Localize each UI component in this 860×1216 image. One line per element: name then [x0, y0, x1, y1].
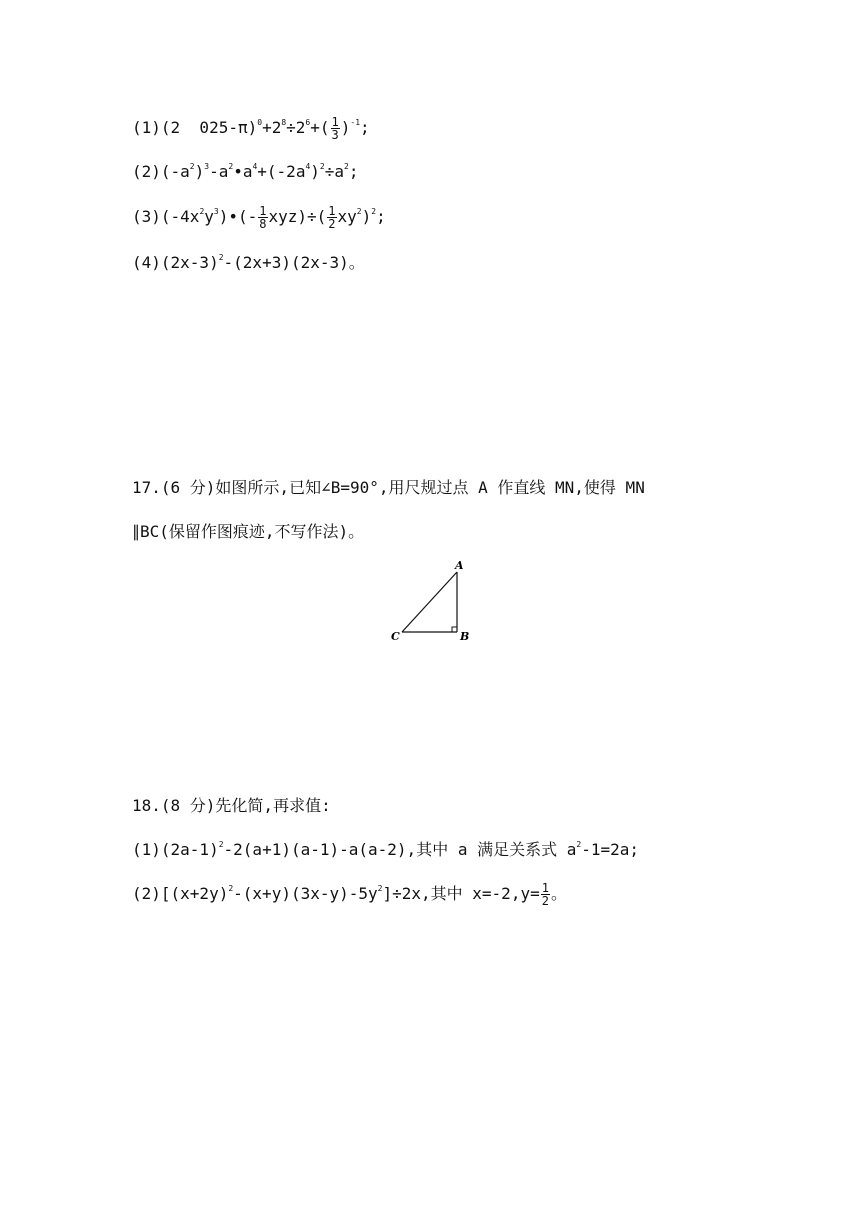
text: +(: [310, 118, 330, 137]
text: )•(-: [218, 207, 258, 226]
problem-18-heading: 18.(8 分)先化简,再求值:: [132, 796, 331, 815]
problem-18-item-1: [132, 840, 639, 860]
exponent: 2: [228, 884, 234, 893]
text: (1)(2 025-π): [132, 118, 258, 137]
denominator: 8: [259, 217, 267, 231]
text: ;: [376, 207, 386, 226]
problem-16-item-3: [132, 205, 386, 230]
fraction: [258, 205, 267, 230]
text: (4)(2x-3): [132, 253, 219, 272]
text: (3)(-4x: [132, 207, 200, 226]
exponent: 4: [252, 162, 258, 171]
exponent: 2: [319, 162, 325, 171]
exponent: 2: [218, 840, 224, 849]
exponent: 2: [356, 207, 362, 216]
text: -(x+y)(3x-y)-5y: [233, 884, 378, 903]
text: -1=2a;: [581, 840, 639, 859]
fraction: [327, 205, 336, 230]
text: ): [310, 162, 320, 181]
numerator: 1: [331, 115, 339, 129]
exponent: 2: [218, 253, 224, 262]
label-c: C: [391, 630, 400, 643]
problem-16-item-2: [132, 162, 358, 182]
exponent: 8: [281, 118, 287, 127]
problem-18-item-2: [132, 882, 567, 907]
text: -a: [209, 162, 229, 181]
exponent: 2: [228, 162, 234, 171]
denominator: 2: [328, 217, 336, 231]
text: (2)(-a: [132, 162, 190, 181]
problem-17-line-2: ∥BC(保留作图痕迹,不写作法)。: [132, 522, 365, 541]
text: ÷a: [324, 162, 345, 181]
text: ): [361, 207, 372, 226]
text: ): [194, 162, 205, 181]
exponent: 2: [576, 840, 582, 849]
fraction: [331, 116, 340, 141]
text: -2(a+1)(a-1)-a(a-2),其中 a 满足关系式 a: [223, 840, 577, 859]
text: +2: [262, 118, 282, 137]
exponent: 4: [305, 162, 311, 171]
exponent: 2: [199, 207, 205, 216]
right-angle-mark: [452, 627, 457, 632]
exponent: 2: [344, 162, 349, 171]
text: 。: [550, 884, 567, 903]
problem-17-line-1: 17.(6 分)如图所示,已知∠B=90°,用尺规过点 A 作直线 MN,使得 MN: [132, 478, 645, 497]
text: xyz)÷(: [268, 207, 327, 226]
segment-ac: [402, 572, 457, 632]
exponent: 2: [377, 884, 383, 893]
text: •a: [233, 162, 253, 181]
exponent: 0: [257, 118, 263, 127]
problem-16-item-4: [132, 253, 365, 273]
text: xy: [337, 207, 357, 226]
text: ): [340, 118, 351, 137]
text: (1)(2a-1): [132, 840, 219, 859]
problem-16-item-1: [132, 116, 370, 141]
exponent: 2: [189, 162, 195, 171]
text: -(2x+3)(2x-3)。: [223, 253, 365, 272]
exponent: -1: [350, 118, 361, 127]
exponent: 3: [213, 207, 219, 216]
exponent: 2: [371, 207, 377, 216]
exponent: 3: [204, 162, 210, 171]
denominator: 3: [331, 128, 339, 142]
right-triangle-figure: [388, 560, 472, 644]
fraction: [541, 882, 550, 907]
text: (2)[(x+2y): [132, 884, 229, 903]
denominator: 2: [541, 894, 549, 908]
text: ;: [348, 162, 359, 181]
text: ;: [360, 118, 370, 137]
text: +(-2a: [257, 162, 306, 181]
text: ÷2: [286, 118, 306, 137]
numerator: 1: [541, 881, 549, 895]
label-a: A: [455, 560, 464, 572]
numerator: 1: [259, 204, 267, 218]
numerator: 1: [328, 204, 336, 218]
text: y: [204, 207, 214, 226]
exponent: 6: [305, 118, 311, 127]
text: ]÷2x,其中 x=-2,y=: [382, 884, 540, 903]
label-b: B: [460, 630, 470, 643]
